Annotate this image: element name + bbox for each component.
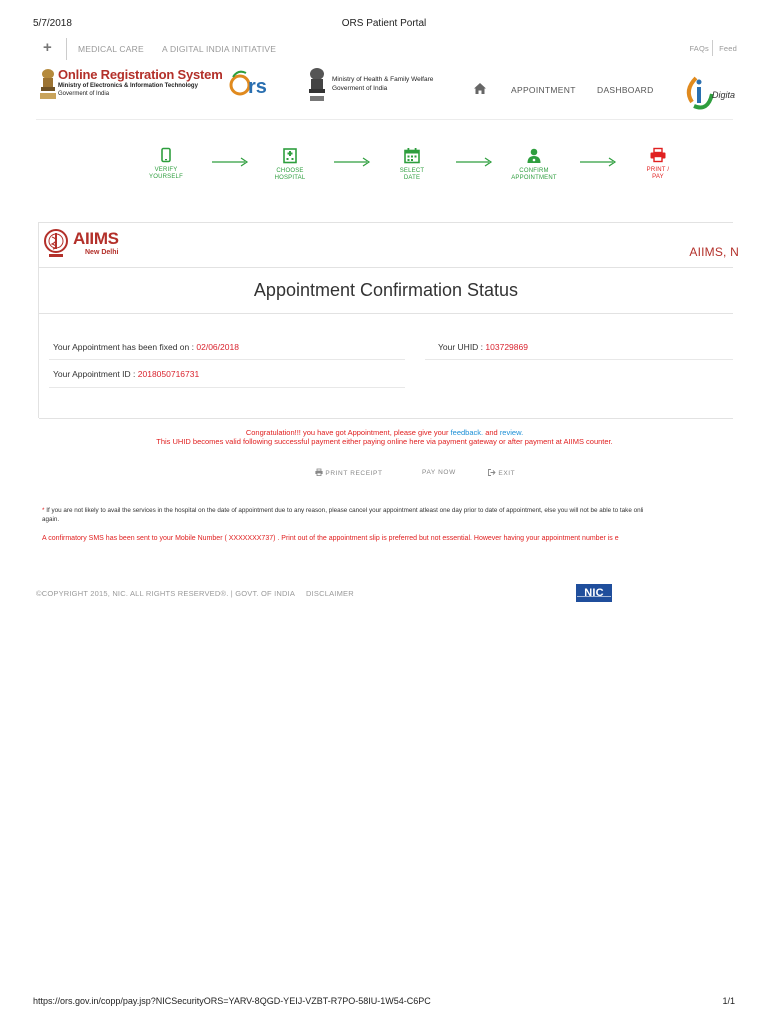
calendar-icon [404, 148, 420, 163]
nav-appointment[interactable]: APPOINTMENT [511, 85, 576, 95]
aiims-logo-icon [43, 227, 69, 259]
divider [425, 359, 733, 360]
national-emblem-icon [38, 67, 58, 101]
page-number: 1/1 [722, 996, 735, 1006]
step-label: APPOINTMENT [511, 175, 557, 181]
divider [39, 313, 733, 314]
digital-india-logo-icon [682, 72, 742, 112]
uhid-validity-text: This UHID becomes valid following successful payment either paying online here via payment gateway or after payment at AIIMS counter. [156, 437, 613, 446]
disclaimer-link[interactable]: DISCLAIMER [306, 589, 354, 598]
ors-government: Goverment of India [58, 91, 110, 97]
note-text-cont: again. [42, 516, 60, 523]
print-header [33, 18, 735, 32]
step-label: CHOOSE [276, 168, 304, 174]
hospital-heading: AIIMS, N [689, 245, 739, 259]
divider [39, 418, 733, 419]
hospital-icon [283, 148, 297, 163]
pay-now-button[interactable] [422, 469, 456, 476]
step-confirm [504, 148, 564, 182]
top-bar [36, 36, 737, 62]
divider [712, 40, 713, 56]
divider [39, 267, 733, 268]
step-label: YOURSELF [149, 174, 183, 180]
feedback-link[interactable]: feedback. [450, 428, 484, 437]
home-icon[interactable] [474, 83, 486, 94]
congratulation-message [36, 428, 733, 446]
digital-india-label: A DIGITAL INDIA INITIATIVE [162, 44, 277, 54]
action-bar [36, 469, 733, 481]
step-label: SELECT [399, 168, 425, 174]
divider [49, 387, 405, 388]
uhid-row [438, 342, 528, 352]
step-date [382, 148, 442, 182]
uhid-label: Your UHID : [438, 342, 484, 352]
ors-logo-icon [228, 67, 282, 101]
sign-out-icon [488, 469, 496, 476]
step-verify [136, 148, 196, 181]
appointment-date-row [53, 342, 239, 352]
exit-button[interactable] [488, 469, 515, 477]
print-receipt-button[interactable] [315, 469, 383, 477]
national-emblem-icon [306, 66, 328, 104]
print-receipt-label: PRINT RECEIPT [325, 470, 383, 477]
progress-steps [36, 148, 733, 198]
divider [66, 38, 67, 60]
appointment-id-row [53, 369, 199, 379]
divider [49, 359, 405, 360]
exit-label: EXIT [498, 470, 516, 477]
step-label: PAY [652, 174, 664, 180]
appointment-id-value: 2018050716731 [137, 369, 200, 379]
appointment-card [38, 222, 739, 418]
mobile-icon [161, 148, 171, 162]
medical-plus-icon: + [43, 39, 52, 56]
ministry-health-gov-label: Goverment of India [332, 85, 388, 92]
feedback-link[interactable]: Feed [719, 44, 737, 53]
uhid-value: 103729869 [485, 342, 528, 352]
nav-dashboard[interactable]: DASHBOARD [597, 85, 654, 95]
appointment-date-label: Your Appointment has been fixed on : [53, 342, 194, 352]
step-print-pay [628, 148, 688, 181]
ors-ministry: Ministry of Electronics & Information Technology [58, 83, 198, 89]
step-hospital [260, 148, 320, 182]
nic-logo-icon [576, 584, 612, 602]
arrow-right-icon [456, 157, 492, 167]
arrow-right-icon [212, 157, 248, 167]
step-label: VERIFY [154, 167, 178, 173]
page-title: Appointment Confirmation Status [253, 280, 519, 300]
page-url: https://ors.gov.in/copp/pay.jsp?NICSecurityORS=YARV-8QGD-YEIJ-VZBT-R7PO-58IU-1W54-C6PC [33, 996, 431, 1006]
congrats-text: Congratulation!!! you have got Appointment, please give your [245, 428, 449, 437]
svg-text:rs: rs [248, 76, 267, 98]
faqs-link[interactable]: FAQs [689, 44, 709, 53]
print-title: ORS Patient Portal [341, 18, 427, 29]
cancellation-note [42, 506, 753, 524]
print-date: 5/7/2018 [33, 18, 72, 29]
review-link[interactable]: review. [499, 428, 524, 437]
print-footer [33, 996, 735, 1010]
svg-text:NIC: NIC [584, 587, 604, 599]
step-label: PRINT / [646, 167, 670, 173]
arrow-right-icon [334, 157, 370, 167]
user-md-icon [527, 148, 541, 163]
step-label: HOSPITAL [274, 175, 306, 181]
pay-now-label: PAY NOW [422, 469, 456, 476]
print-icon [315, 469, 323, 476]
site-footer [36, 588, 733, 606]
step-label: DATE [403, 175, 421, 181]
copyright-text: ©COPYRIGHT 2015, NIC. ALL RIGHTS RESERVED®. | GOVT. OF INDIA [36, 589, 296, 598]
site-header [36, 64, 736, 120]
congrats-and: and [485, 428, 498, 437]
note-asterisk: * [42, 507, 45, 514]
sms-confirmation-note: A confirmatory SMS has been sent to your Mobile Number ( XXXXXXX737) . Print out of the appointment slip is preferred but not essential. However having your appointment number is e [42, 535, 619, 542]
arrow-right-icon [580, 157, 616, 167]
ministry-health-label: Ministry of Health & Family Welfare [332, 76, 434, 83]
portal-page [36, 36, 739, 606]
medical-care-label: MEDICAL CARE [78, 44, 144, 54]
appointment-date-value: 02/06/2018 [196, 342, 239, 352]
print-icon [650, 148, 666, 162]
note-text: If you are not likely to avail the services in the hospital on the date of appointment due to any reason, please cancel your appointment atleast one day prior to date of appointment, else you will not be able to take onli [46, 507, 644, 514]
hospital-name: AIIMS [73, 229, 119, 248]
ors-title: Online Registration System [58, 67, 223, 82]
step-label: CONFIRM [519, 168, 549, 174]
svg-text:Digita: Digita [712, 90, 736, 100]
appointment-id-label: Your Appointment ID : [53, 369, 136, 379]
hospital-city: New Delhi [85, 249, 119, 256]
